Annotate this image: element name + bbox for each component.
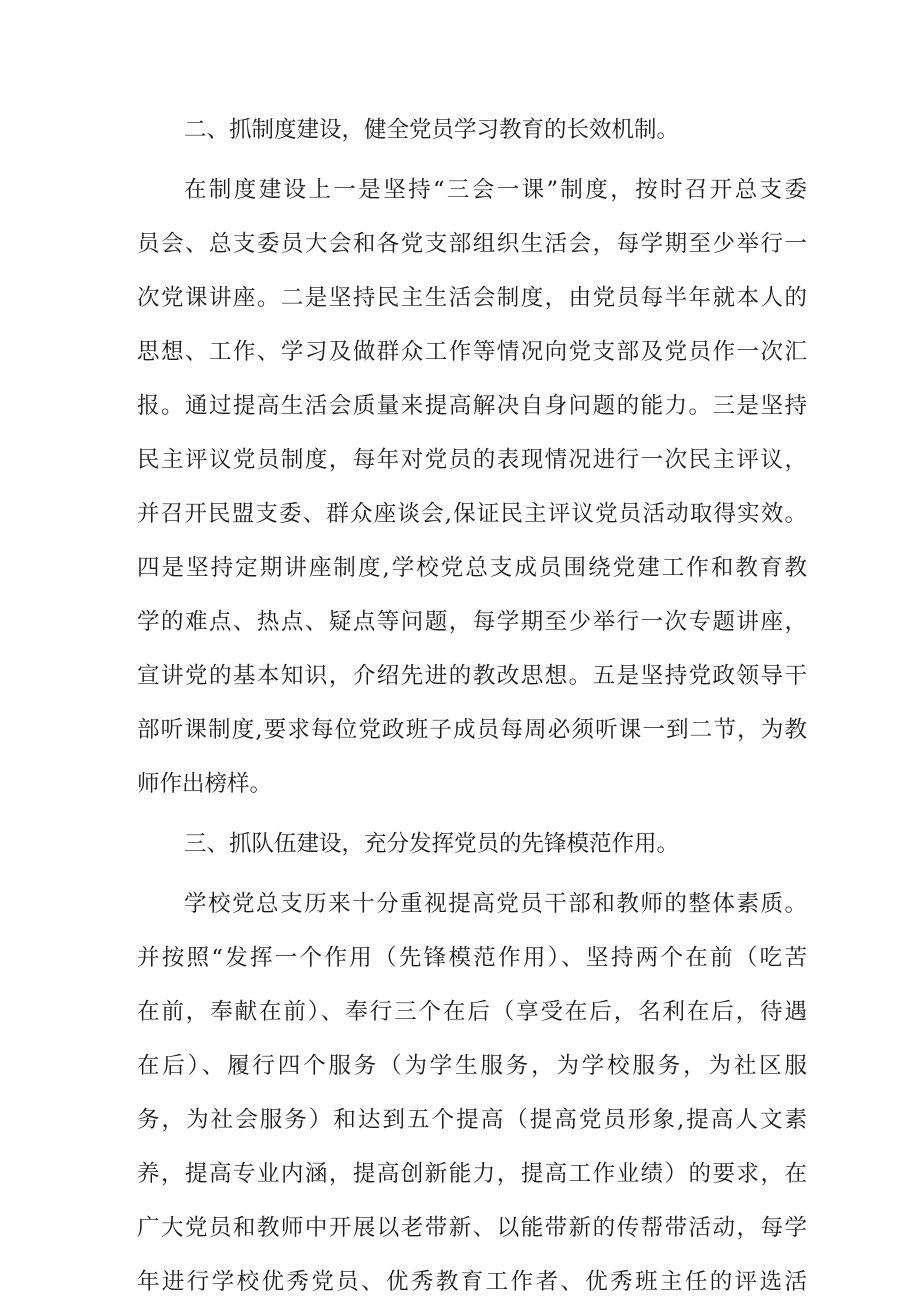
paragraph-line: 养，提高专业内涵，提高创新能力，提高工作业绩）的要求，在 bbox=[137, 1161, 807, 1187]
paragraph-line: 年进行学校优秀党员、优秀教育工作者、优秀班主任的评选活 bbox=[137, 1269, 807, 1295]
paragraph-line: 在前，奉献在前）、奉行三个在后（享受在后，名利在后，待遇 bbox=[137, 999, 807, 1025]
paragraph-line: 报。通过提高生活会质量来提高解决自身问题的能力。三是坚持 bbox=[137, 393, 807, 419]
paragraph-line: 师作出榜样。 bbox=[137, 771, 273, 797]
paragraph-line: 务，为社会服务）和达到五个提高（提高党员形象,提高人文素 bbox=[137, 1107, 807, 1133]
section-heading-2: 二、抓制度建设，健全党员学习教育的长效机制。 bbox=[184, 117, 680, 143]
paragraph-line: 在后）、履行四个服务（为学生服务，为学校服务，为社区服 bbox=[137, 1053, 807, 1079]
paragraph-line: 学的难点、热点、疑点等问题，每学期至少举行一次专题讲座， bbox=[137, 609, 807, 635]
paragraph-line: 部听课制度,要求每位党政班子成员每周必须听课一到二节，为教 bbox=[137, 717, 807, 743]
paragraph-line: 次党课讲座。二是坚持民主生活会制度，由党员每半年就本人的 bbox=[137, 285, 807, 311]
paragraph-line: 并召开民盟支委、群众座谈会,保证民主评议党员活动取得实效。 bbox=[137, 501, 807, 527]
paragraph-line: 四是坚持定期讲座制度,学校党总支成员围绕党建工作和教育教 bbox=[137, 555, 807, 581]
paragraph-line: 广大党员和教师中开展以老带新、以能带新的传帮带活动，每学 bbox=[137, 1215, 807, 1241]
paragraph-line: 民主评议党员制度，每年对党员的表现情况进行一次民主评议， bbox=[137, 447, 807, 473]
paragraph-line: 宣讲党的基本知识，介绍先进的教改思想。五是坚持党政领导干 bbox=[137, 663, 807, 689]
paragraph-line: 学校党总支历来十分重视提高党员干部和教师的整体素质。 bbox=[184, 891, 807, 917]
paragraph-line: 思想、工作、学习及做群众工作等情况向党支部及党员作一次汇 bbox=[137, 339, 807, 365]
paragraph-line: 并按照“发挥一个作用（先锋模范作用）、坚持两个在前（吃苦 bbox=[137, 945, 807, 971]
section-heading-3: 三、抓队伍建设，充分发挥党员的先锋模范作用。 bbox=[184, 831, 680, 857]
paragraph-line: 在制度建设上一是坚持“三会一课”制度，按时召开总支委 bbox=[184, 177, 807, 203]
paragraph-line: 员会、总支委员大会和各党支部组织生活会，每学期至少举行一 bbox=[137, 231, 807, 257]
